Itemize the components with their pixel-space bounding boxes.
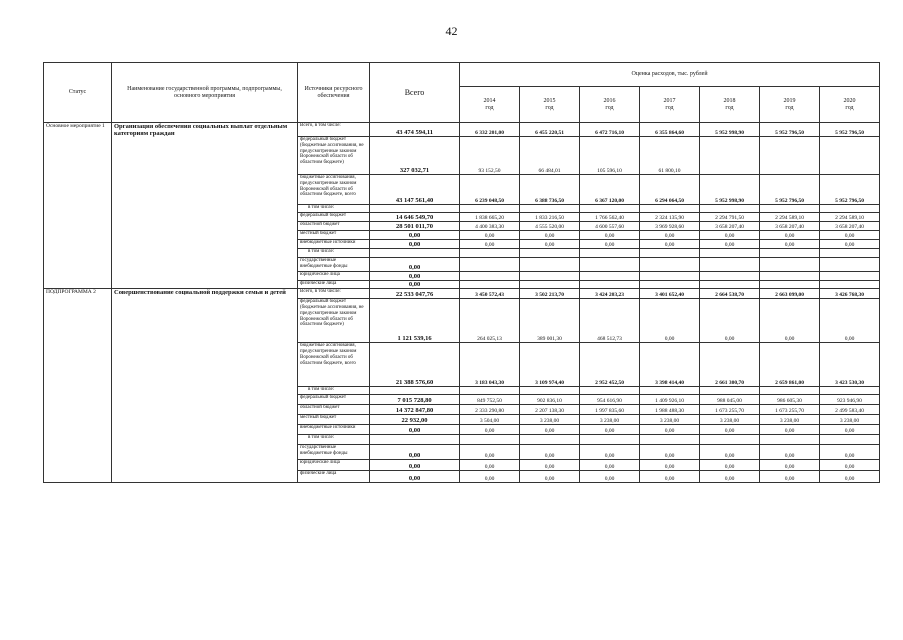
row-total: 0,00	[370, 281, 460, 289]
row-value-2018	[700, 249, 760, 258]
row-status: ПОДПРОГРАММА 2	[44, 289, 112, 483]
row-value-2016	[580, 258, 640, 272]
row-source: федеральный бюджет	[298, 213, 370, 222]
row-value-2019	[760, 249, 820, 258]
row-value-2016: 0,00	[580, 471, 640, 483]
row-value-2014: 0,00	[460, 460, 520, 471]
row-total: 21 388 576,60	[370, 343, 460, 387]
row-value-2018: 5 952 998,90	[700, 175, 760, 205]
row-value-2020: 3 423 530,30	[820, 343, 880, 387]
row-value-2016: 6 472 716,10	[580, 123, 640, 137]
row-value-2017	[640, 281, 700, 289]
year-number: 2017	[663, 97, 676, 104]
row-value-2014	[460, 249, 520, 258]
row-value-2020: 5 952 796,50	[820, 123, 880, 137]
row-value-2016	[580, 272, 640, 281]
row-total: 28 501 011,70	[370, 222, 460, 231]
row-value-2017: 0,00	[640, 460, 700, 471]
row-value-2018: 0,00	[700, 240, 760, 249]
header-total: Всего	[370, 63, 460, 123]
row-value-2014	[460, 205, 520, 213]
row-value-2018: 0,00	[700, 231, 760, 240]
row-value-2020: 0,00	[820, 231, 880, 240]
row-value-2018: 2 294 791,50	[700, 213, 760, 222]
row-value-2019: 0,00	[760, 445, 820, 460]
row-value-2019: 2 294 589,10	[760, 213, 820, 222]
row-value-2014	[460, 387, 520, 395]
row-total: 43 147 561,40	[370, 175, 460, 205]
row-value-2018	[700, 435, 760, 445]
row-value-2018: 1 673 255,70	[700, 405, 760, 415]
row-source: федеральный бюджет (бюджетные ассигнования, не предусмотренные законом Воронежской области об областном бюджете)	[298, 299, 370, 343]
row-value-2019: 986 605,30	[760, 395, 820, 405]
row-value-2014	[460, 435, 520, 445]
row-value-2016: 4 600 557,60	[580, 222, 640, 231]
row-value-2020: 0,00	[820, 471, 880, 483]
table-row	[44, 123, 880, 137]
row-value-2017: 6 294 064,50	[640, 175, 700, 205]
row-value-2014: 0,00	[460, 425, 520, 435]
row-total: 0,00	[370, 240, 460, 249]
row-source: в том числе:	[298, 205, 370, 213]
row-value-2014: 0,00	[460, 471, 520, 483]
row-source: юридические лица	[298, 460, 370, 471]
row-total: 43 474 594,11	[370, 123, 460, 137]
row-value-2020	[820, 249, 880, 258]
row-value-2017: 6 355 864,60	[640, 123, 700, 137]
row-value-2019	[760, 205, 820, 213]
row-value-2014: 3 504,00	[460, 415, 520, 425]
header-year-2019	[760, 87, 820, 123]
row-value-2015: 0,00	[520, 231, 580, 240]
row-source: Всего, в том числе:	[298, 123, 370, 137]
row-value-2014: 264 025,13	[460, 299, 520, 343]
row-value-2015: 0,00	[520, 425, 580, 435]
row-value-2015: 389 001,30	[520, 299, 580, 343]
header-status: Статус	[44, 63, 112, 123]
row-total	[370, 387, 460, 395]
row-value-2017	[640, 272, 700, 281]
page-number: 42	[445, 24, 458, 38]
row-total: 22 932,00	[370, 415, 460, 425]
row-value-2019: 3 238,00	[760, 415, 820, 425]
year-label: год	[605, 104, 614, 111]
year-number: 2014	[483, 97, 496, 104]
row-value-2020	[820, 435, 880, 445]
row-value-2020: 5 952 796,50	[820, 175, 880, 205]
row-value-2016: 0,00	[580, 240, 640, 249]
row-source: в том числе:	[298, 249, 370, 258]
row-value-2020: 2 499 583,40	[820, 405, 880, 415]
row-value-2020: 923 946,90	[820, 395, 880, 405]
row-value-2015: 0,00	[520, 445, 580, 460]
row-value-2019: 1 673 255,70	[760, 405, 820, 415]
row-value-2020: 3 238,00	[820, 415, 880, 425]
row-source: местный бюджет	[298, 231, 370, 240]
row-value-2016	[580, 249, 640, 258]
row-value-2017: 2 324 135,90	[640, 213, 700, 222]
row-value-2019: 0,00	[760, 299, 820, 343]
row-value-2015: 0,00	[520, 471, 580, 483]
row-value-2020: 2 294 589,10	[820, 213, 880, 222]
row-value-2017: 3 238,00	[640, 415, 700, 425]
row-value-2015	[520, 249, 580, 258]
row-value-2020: 0,00	[820, 445, 880, 460]
row-value-2016: 0,00	[580, 231, 640, 240]
row-value-2018: 0,00	[700, 299, 760, 343]
row-value-2018	[700, 137, 760, 175]
row-total	[370, 435, 460, 445]
row-value-2019	[760, 272, 820, 281]
row-value-2019	[760, 258, 820, 272]
row-value-2020: 0,00	[820, 299, 880, 343]
year-number: 2016	[603, 97, 616, 104]
row-value-2017	[640, 435, 700, 445]
row-value-2014	[460, 272, 520, 281]
row-value-2015: 66 484,01	[520, 137, 580, 175]
row-value-2020	[820, 272, 880, 281]
row-value-2020: 0,00	[820, 240, 880, 249]
row-value-2017	[640, 205, 700, 213]
row-value-2019: 2 659 861,00	[760, 343, 820, 387]
row-value-2017: 0,00	[640, 231, 700, 240]
row-value-2014: 93 152,50	[460, 137, 520, 175]
row-value-2018	[700, 258, 760, 272]
year-number: 2018	[723, 97, 736, 104]
row-value-2017: 0,00	[640, 299, 700, 343]
row-value-2016: 1 766 562,40	[580, 213, 640, 222]
row-value-2015: 1 833 216,50	[520, 213, 580, 222]
header-year-2015	[520, 87, 580, 123]
row-value-2018: 3 658 207,40	[700, 222, 760, 231]
row-value-2017: 1 988 488,30	[640, 405, 700, 415]
row-value-2018	[700, 387, 760, 395]
row-value-2015: 0,00	[520, 460, 580, 471]
row-total: 0,00	[370, 471, 460, 483]
budget-table	[43, 62, 880, 483]
row-source: юридические лица	[298, 272, 370, 281]
row-value-2020	[820, 205, 880, 213]
row-source: Всего, в том числе:	[298, 289, 370, 299]
row-source: государственные внебюджетные фонды	[298, 445, 370, 460]
row-total: 14 372 847,80	[370, 405, 460, 415]
row-value-2019: 0,00	[760, 460, 820, 471]
row-value-2020	[820, 137, 880, 175]
row-value-2016: 3 238,00	[580, 415, 640, 425]
row-value-2017: 3 401 652,40	[640, 289, 700, 299]
row-value-2015	[520, 435, 580, 445]
table-row	[44, 289, 880, 299]
row-value-2019: 5 952 796,50	[760, 123, 820, 137]
row-value-2019: 3 658 207,40	[760, 222, 820, 231]
row-value-2017	[640, 387, 700, 395]
row-value-2014: 3 450 572,43	[460, 289, 520, 299]
row-value-2014	[460, 258, 520, 272]
row-value-2020	[820, 281, 880, 289]
row-value-2014: 849 752,50	[460, 395, 520, 405]
header-estimate: Оценка расходов, тыс. рублей	[460, 63, 880, 87]
row-value-2014: 6 239 048,50	[460, 175, 520, 205]
row-value-2017: 1 409 926,10	[640, 395, 700, 405]
row-value-2018	[700, 272, 760, 281]
year-label: год	[845, 104, 854, 111]
row-value-2015: 3 238,00	[520, 415, 580, 425]
row-value-2020: 3 426 768,30	[820, 289, 880, 299]
row-value-2020: 0,00	[820, 425, 880, 435]
row-value-2016	[580, 435, 640, 445]
header-year-2014	[460, 87, 520, 123]
row-value-2015: 0,00	[520, 240, 580, 249]
row-value-2019	[760, 435, 820, 445]
row-total: 327 032,71	[370, 137, 460, 175]
row-value-2014: 1 838 665,20	[460, 213, 520, 222]
row-source: внебюджетные источники	[298, 240, 370, 249]
row-value-2020	[820, 258, 880, 272]
row-value-2015: 2 207 138,30	[520, 405, 580, 415]
year-label: год	[485, 104, 494, 111]
row-value-2019	[760, 137, 820, 175]
row-value-2014: 2 333 290,80	[460, 405, 520, 415]
row-value-2015	[520, 258, 580, 272]
row-source: областной бюджет	[298, 222, 370, 231]
row-value-2016: 1 997 835,60	[580, 405, 640, 415]
row-total: 0,00	[370, 445, 460, 460]
row-value-2015	[520, 281, 580, 289]
row-value-2015: 3 502 213,70	[520, 289, 580, 299]
row-source: областной бюджет	[298, 405, 370, 415]
row-value-2018: 3 238,00	[700, 415, 760, 425]
row-total: 1 121 539,16	[370, 299, 460, 343]
row-value-2020: 3 658 207,40	[820, 222, 880, 231]
row-value-2018: 2 664 538,70	[700, 289, 760, 299]
row-total: 0,00	[370, 460, 460, 471]
row-value-2018	[700, 281, 760, 289]
row-value-2017	[640, 258, 700, 272]
row-value-2019: 0,00	[760, 425, 820, 435]
row-value-2016: 0,00	[580, 425, 640, 435]
row-value-2018: 2 661 300,70	[700, 343, 760, 387]
row-source: бюджетные ассигнования, предусмотренные законом Воронежской области об областном бюджете, всего	[298, 175, 370, 205]
row-total	[370, 205, 460, 213]
row-value-2015: 6 455 220,51	[520, 123, 580, 137]
row-value-2014: 4 400 383,30	[460, 222, 520, 231]
row-source: внебюджетные источники	[298, 425, 370, 435]
row-value-2019	[760, 387, 820, 395]
row-value-2020: 0,00	[820, 460, 880, 471]
row-source: бюджетные ассигнования, предусмотренные законом Воронежской области об областном бюджете, всего	[298, 343, 370, 387]
row-value-2018: 0,00	[700, 471, 760, 483]
row-value-2014: 0,00	[460, 240, 520, 249]
row-source: федеральный бюджет (бюджетные ассигнования, не предусмотренные законом Воронежской области об областном бюджете)	[298, 137, 370, 175]
year-label: год	[545, 104, 554, 111]
row-source: федеральный бюджет	[298, 395, 370, 405]
row-value-2019: 2 663 099,00	[760, 289, 820, 299]
row-value-2018: 0,00	[700, 460, 760, 471]
row-value-2016: 2 952 452,50	[580, 343, 640, 387]
row-total: 22 533 047,76	[370, 289, 460, 299]
row-value-2016	[580, 205, 640, 213]
row-value-2017: 0,00	[640, 240, 700, 249]
row-value-2015	[520, 272, 580, 281]
row-total	[370, 249, 460, 258]
row-value-2019	[760, 281, 820, 289]
row-value-2014: 6 332 201,00	[460, 123, 520, 137]
row-value-2018: 988 045,00	[700, 395, 760, 405]
row-value-2017: 61 800,10	[640, 137, 700, 175]
row-value-2017: 3 398 414,40	[640, 343, 700, 387]
row-value-2015: 6 388 736,50	[520, 175, 580, 205]
row-value-2016	[580, 387, 640, 395]
year-number: 2020	[843, 97, 856, 104]
header-year-2020	[820, 87, 880, 123]
row-total: 0,00	[370, 272, 460, 281]
row-source: в том числе:	[298, 387, 370, 395]
row-value-2014: 3 183 043,30	[460, 343, 520, 387]
row-value-2016: 0,00	[580, 445, 640, 460]
header-year-2017	[640, 87, 700, 123]
year-label: год	[725, 104, 734, 111]
row-value-2015	[520, 205, 580, 213]
year-number: 2015	[543, 97, 556, 104]
header-name: Наименование государственной программы, подпрограммы, основного мероприятия	[112, 63, 298, 123]
row-value-2017	[640, 249, 700, 258]
row-value-2020	[820, 387, 880, 395]
row-status: Основное мероприятие 1	[44, 123, 112, 289]
row-source: физические лица	[298, 281, 370, 289]
row-value-2017: 3 969 928,60	[640, 222, 700, 231]
row-value-2019: 5 952 796,50	[760, 175, 820, 205]
row-value-2016: 3 424 203,23	[580, 289, 640, 299]
year-number: 2019	[783, 97, 796, 104]
row-source: физические лица	[298, 471, 370, 483]
header-year-2016	[580, 87, 640, 123]
row-value-2016: 0,00	[580, 460, 640, 471]
row-total: 0,00	[370, 231, 460, 240]
row-value-2015: 902 836,10	[520, 395, 580, 405]
row-total: 7 015 728,80	[370, 395, 460, 405]
row-value-2015: 4 555 520,00	[520, 222, 580, 231]
row-name: Организация обеспечения социальных выплат отдельным категориям граждан	[112, 123, 298, 289]
row-value-2016	[580, 281, 640, 289]
row-value-2019: 0,00	[760, 231, 820, 240]
row-value-2018	[700, 205, 760, 213]
row-value-2016: 6 367 120,00	[580, 175, 640, 205]
row-value-2014: 0,00	[460, 445, 520, 460]
year-label: год	[665, 104, 674, 111]
row-source: государственные внебюджетные фонды	[298, 258, 370, 272]
row-source: в том числе:	[298, 435, 370, 445]
year-label: год	[785, 104, 794, 111]
row-value-2018: 5 952 998,90	[700, 123, 760, 137]
row-value-2016: 954 616,90	[580, 395, 640, 405]
row-total: 0,00	[370, 258, 460, 272]
header-source: Источники ресурсного обеспечения	[298, 63, 370, 123]
row-value-2019: 0,00	[760, 240, 820, 249]
header-year-2018	[700, 87, 760, 123]
row-value-2015	[520, 387, 580, 395]
row-value-2017: 0,00	[640, 445, 700, 460]
row-value-2017: 0,00	[640, 425, 700, 435]
row-value-2019: 0,00	[760, 471, 820, 483]
row-value-2014: 0,00	[460, 231, 520, 240]
row-value-2016: 105 596,10	[580, 137, 640, 175]
row-value-2018: 0,00	[700, 445, 760, 460]
row-source: местный бюджет	[298, 415, 370, 425]
row-total: 0,00	[370, 425, 460, 435]
row-value-2017: 0,00	[640, 471, 700, 483]
row-value-2018: 0,00	[700, 425, 760, 435]
row-name: Совершенствование социальной поддержки семьи и детей	[112, 289, 298, 483]
row-value-2014	[460, 281, 520, 289]
row-total: 14 646 549,70	[370, 213, 460, 222]
row-value-2015: 3 109 974,40	[520, 343, 580, 387]
row-value-2016: 468 512,73	[580, 299, 640, 343]
